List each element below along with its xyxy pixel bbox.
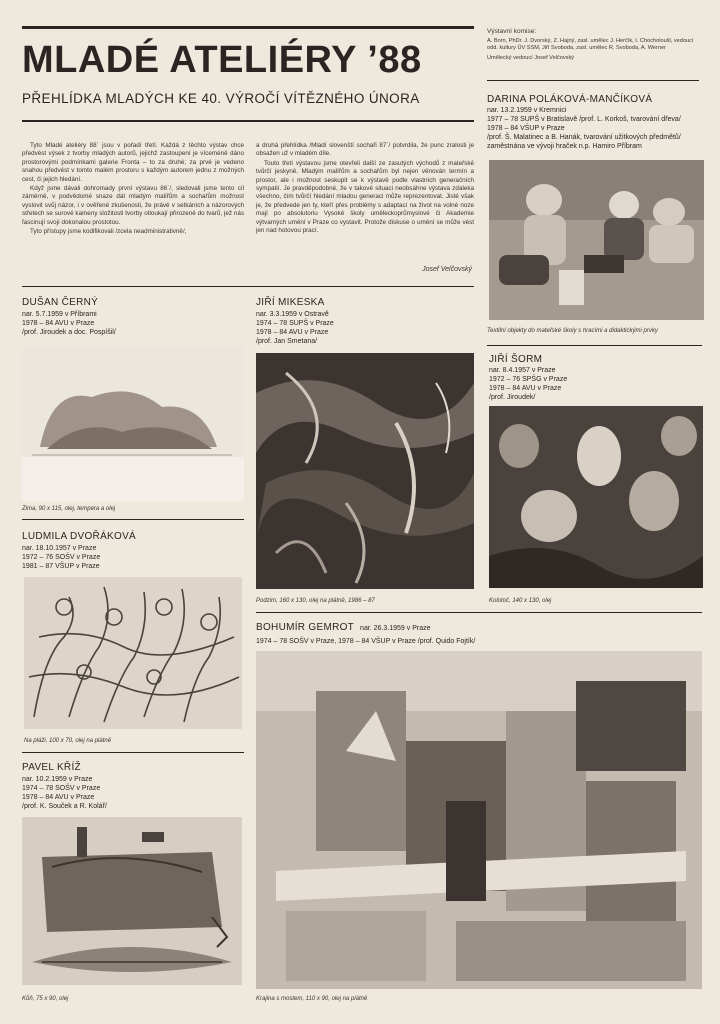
cerny-rule <box>22 519 244 520</box>
bio-line: nar. 8.4.1957 v Praze <box>489 367 556 374</box>
artist-name-gemrot: BOHUMÍR GEMROT <box>256 622 355 633</box>
artist-name-kriz: PAVEL KŘÍŽ <box>22 762 81 773</box>
artist-bio-kriz <box>22 775 242 811</box>
bio-line: 1978 – 84 AVU v Praze <box>256 329 329 336</box>
artwork-kun <box>22 817 242 985</box>
caption-dvorakova: Na pláži, 100 x 70, olej na plátně <box>24 738 112 744</box>
poster-subtitle: PŘEHLÍDKA MLADÝCH KE 40. VÝROČÍ VÍTĚZNÉHO ÚNORA <box>22 91 420 106</box>
artist-heading-gemrot <box>256 623 702 633</box>
intro-signature: Josef Velčovský <box>422 266 472 273</box>
intro-paragraph: Když jsme dávali dohromady první výstavu 86´/, sledovali jsme tento cíl záměrně, v podvědomé snaze dát mladým malířům a sochařům možnost vyslovit svůj názor, i v ověřené zkušenosti, že právě v setkáních a názorových střetech se surové kameny složitosti tvorby otloukají přirozeně do tvarů, jež nás fascinují svojí dokonalou prostotou. <box>22 185 244 226</box>
polakova-rule <box>487 345 702 346</box>
bio-line: 1978 – 84 VŠUP v Praze <box>487 125 565 132</box>
header-rule <box>22 120 474 122</box>
bio-line: 1977 – 78 SUPŠ v Bratislavě /prof. L. Korkoš, tvarování dřeva/ <box>487 116 681 123</box>
bio-line: /prof. Jan Smetana/ <box>256 338 318 345</box>
commission-rule <box>487 80 699 81</box>
intro-paragraph: Tyto Mladé ateliéry 88´ jsou v pořadí třetí. Každá z těchto výstav chce předvést výsek z tvorby mladých autorů, jejichž zastoupení je víceméně dáno prostorovými podmínkami galerie Fronta – to za druhé; za prvé je vedeno snahou předvést v tomto malém prostoru s každým autorem jednu z možných cest, či jejich hledání. <box>22 142 244 183</box>
artist-bio-mikeska <box>256 310 474 346</box>
intro-column-1 <box>22 142 244 237</box>
bio-line: /prof. Š. Malatinec a B. Hanák, tvarování užitkových předmětů/ <box>487 134 681 141</box>
artist-name-dvorakova: LUDMILA DVOŘÁKOVÁ <box>22 531 137 542</box>
commission-label: Výstavní komise: <box>487 28 537 35</box>
artwork-krajina-s-mostem <box>256 651 702 989</box>
bio-line: 1978 – 84 AVU v Praze <box>489 385 562 392</box>
dvorakova-rule <box>22 752 244 753</box>
bio-line: 1972 – 76 SOŠV v Praze <box>22 554 101 561</box>
bio-line: 1978 – 84 AVU v Praze <box>22 794 95 801</box>
caption-cerny: Zima, 90 x 115, olej, tempera a olej <box>22 506 116 512</box>
caption-polakova: Textilní objekty do mateřské školy s hracími a didaktickými prvky <box>487 328 658 334</box>
bio-line: nar. 5.7.1959 v Příbrami <box>22 311 97 318</box>
bio-line: 1978 – 84 AVU v Praze <box>22 320 95 327</box>
artist-name-mikeska: JIŘÍ MIKESKA <box>256 297 325 308</box>
intro-paragraph: Touto třetí výstavou jsme otevřeli další ze zasutých východů z mateřské tvůrčí jeskyně. Mladým malířům a sochařům byl nejen věnován termín a prostor, ale i možnost seskupit se k výstavě podle vlastních generačních sympatií. Je pravděpodobné, že v takové situaci neobsáhne výstava zdaleka všechno, čím tvůrčí hledání mladou generaci může reprezentovat. Jisté však je, že předvede jen ty, kteří přes problémy s adaptací na život na volné noze mají po absolutoriu Vysoké školy uměleckoprůmyslové či Akademie výtvarných umění v Praze co vystavit. Protože diskuse o umění se může vést jen nad hotovou prací. <box>256 159 474 235</box>
caption-mikeska: Podzim, 160 x 130, olej na plátně, 1986 – 87 <box>256 598 375 604</box>
artist-bio-gemrot: 1974 – 78 SOŠV v Praze, 1978 – 84 VŠUP v Praze /prof. Quido Fojtík/ <box>256 638 476 645</box>
bio-line: /prof. K. Souček a R. Kolář/ <box>22 803 107 810</box>
artist-bio-dvorakova <box>22 544 242 571</box>
caption-sorm: Kolotoč, 140 x 130, olej <box>489 598 552 604</box>
bio-line: nar. 18.10.1957 v Praze <box>22 545 97 552</box>
middle-rule <box>256 612 702 613</box>
intro-paragraph: Tyto přístupy jsme kodifikovali /zcela neadministrativně/, <box>30 228 187 236</box>
bio-line: zaměstnána ve vývoji hraček n.p. Hamiro Příbram <box>487 143 642 150</box>
artist-bio-cerny <box>22 310 242 337</box>
artwork-kolotoc <box>489 406 703 588</box>
commission-members: A. Born, PhDr. J. Dvorský, Z. Hajný, zasl. umělec J. Herčík, I. Chocholoušl, vedoucí odd. kultury ÚV SSM, Jiří Svoboda, zasl. umělec R. Svoboda, A. Werner <box>487 37 694 52</box>
artwork-na-plazi <box>24 577 242 729</box>
bio-line: nar. 10.2.1959 v Praze <box>22 776 93 783</box>
artwork-textile-objects <box>489 160 704 320</box>
exhibition-commission <box>487 28 699 62</box>
commission-leader: Umělecký vedoucí Josef Velčovský <box>487 54 575 61</box>
bio-line: /prof. Jiroudek/ <box>489 394 536 401</box>
bio-line: 1974 – 78 SOŠV v Praze <box>22 785 101 792</box>
bio-line: nar. 13.2.1959 v Kremnici <box>487 107 567 114</box>
artist-born-gemrot: nar. 26.3.1959 v Praze <box>360 625 431 632</box>
artist-bio-polakova <box>487 106 702 151</box>
bio-line: 1972 – 76 SPŠG v Praze <box>489 376 568 383</box>
intro-paragraph: a druhá přehlídka /Mladí slovenští sochaři 87´/ potvrdila, že punc zralosti je obsažen už v mladém díle. <box>256 142 474 158</box>
bio-line: nar. 3.3.1959 v Ostravě <box>256 311 329 318</box>
artist-name-sorm: JIŘÍ ŠORM <box>489 354 543 365</box>
caption-gemrot: Krajina s mostem, 110 x 90, olej na plátně <box>256 996 368 1002</box>
bio-line: /prof. Jiroudek a doc. Pospíšil/ <box>22 329 116 336</box>
artwork-podzim <box>256 353 474 589</box>
intro-rule <box>22 286 474 287</box>
top-rule <box>22 26 474 29</box>
artist-name-cerny: DUŠAN ČERNÝ <box>22 297 99 308</box>
intro-column-2 <box>256 142 474 236</box>
poster-title: MLADÉ ATELIÉRY ’88 <box>22 39 422 81</box>
bio-line: 1981 – 87 VŠUP v Praze <box>22 563 100 570</box>
artwork-zima <box>22 347 244 501</box>
caption-kriz: Kůň, 75 x 90, olej <box>22 996 69 1002</box>
bio-line: 1974 – 78 SUPŠ v Praze <box>256 320 334 327</box>
artist-bio-sorm <box>489 366 702 402</box>
artist-name-polakova: DARINA POLÁKOVÁ-MANČÍKOVÁ <box>487 94 653 105</box>
